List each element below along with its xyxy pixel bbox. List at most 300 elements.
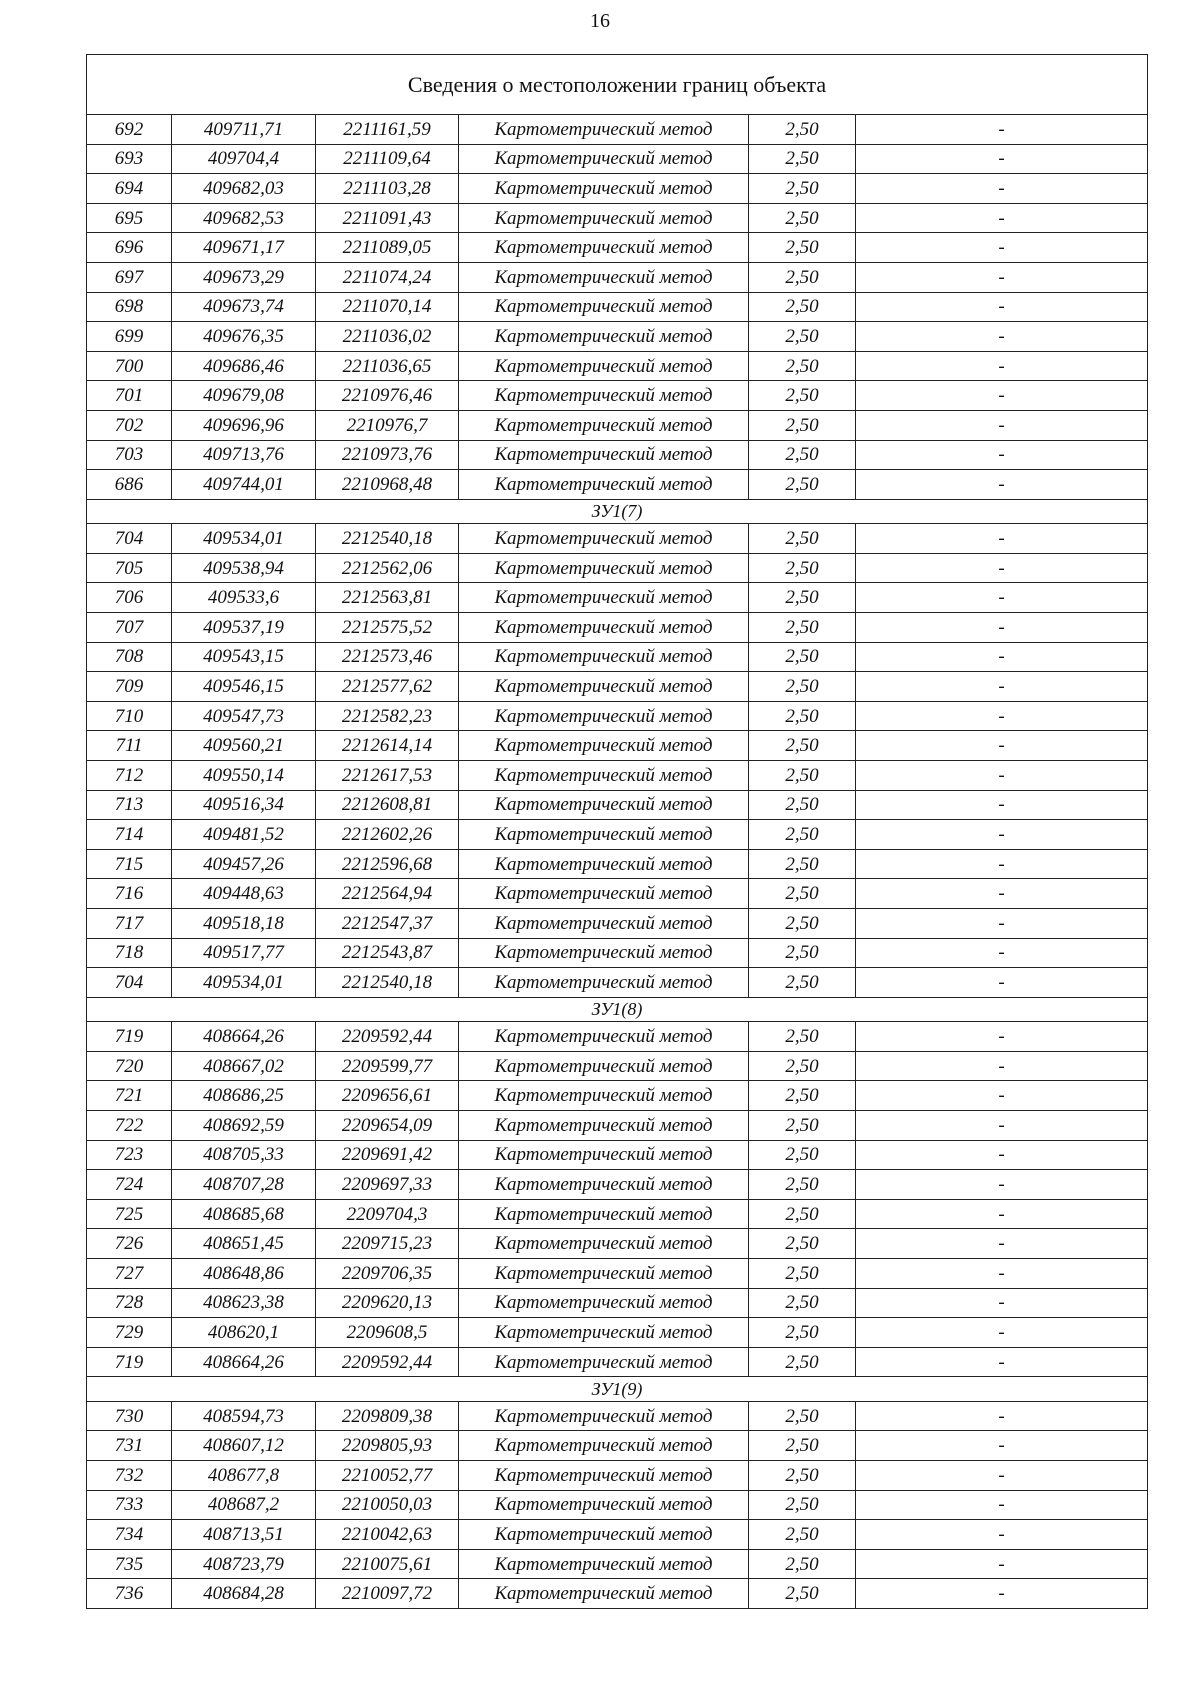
accuracy-cell: 2,50 (749, 820, 856, 850)
point-number-cell: 727 (87, 1258, 172, 1288)
method-cell: Картометрический метод (459, 1347, 749, 1377)
accuracy-cell: 2,50 (749, 1170, 856, 1200)
description-cell: - (856, 1170, 1148, 1200)
description-cell: - (856, 790, 1148, 820)
accuracy-cell: 2,50 (749, 849, 856, 879)
y-coordinate-cell: 2209704,3 (316, 1199, 459, 1229)
method-cell: Картометрический метод (459, 1490, 749, 1520)
table-row (87, 440, 1148, 470)
table-row (87, 524, 1148, 554)
description-cell: - (856, 1347, 1148, 1377)
method-cell: Картометрический метод (459, 731, 749, 761)
x-coordinate-cell: 409538,94 (172, 553, 316, 583)
table-row (87, 174, 1148, 204)
method-cell: Картометрический метод (459, 820, 749, 850)
table-body (87, 55, 1148, 1609)
method-cell: Картометрический метод (459, 233, 749, 263)
y-coordinate-cell: 2209809,38 (316, 1401, 459, 1431)
description-cell: - (856, 553, 1148, 583)
table-row (87, 849, 1148, 879)
accuracy-cell: 2,50 (749, 524, 856, 554)
description-cell: - (856, 1022, 1148, 1052)
table-row (87, 115, 1148, 145)
method-cell: Картометрический метод (459, 1229, 749, 1259)
description-cell: - (856, 849, 1148, 879)
accuracy-cell: 2,50 (749, 1549, 856, 1579)
x-coordinate-cell: 409673,74 (172, 292, 316, 322)
method-cell: Картометрический метод (459, 879, 749, 909)
accuracy-cell: 2,50 (749, 470, 856, 500)
table-row (87, 1170, 1148, 1200)
description-cell: - (856, 1258, 1148, 1288)
accuracy-cell: 2,50 (749, 203, 856, 233)
x-coordinate-cell: 409676,35 (172, 322, 316, 352)
x-coordinate-cell: 409537,19 (172, 613, 316, 643)
y-coordinate-cell: 2209592,44 (316, 1022, 459, 1052)
x-coordinate-cell: 408667,02 (172, 1051, 316, 1081)
y-coordinate-cell: 2212582,23 (316, 701, 459, 731)
y-coordinate-cell: 2211161,59 (316, 115, 459, 145)
accuracy-cell: 2,50 (749, 410, 856, 440)
y-coordinate-cell: 2210052,77 (316, 1461, 459, 1491)
accuracy-cell: 2,50 (749, 938, 856, 968)
method-cell: Картометрический метод (459, 1579, 749, 1609)
method-cell: Картометрический метод (459, 470, 749, 500)
x-coordinate-cell: 408664,26 (172, 1022, 316, 1052)
table-row (87, 701, 1148, 731)
method-cell: Картометрический метод (459, 583, 749, 613)
method-cell: Картометрический метод (459, 1140, 749, 1170)
x-coordinate-cell: 408692,59 (172, 1111, 316, 1141)
x-coordinate-cell: 408687,2 (172, 1490, 316, 1520)
point-number-cell: 724 (87, 1170, 172, 1200)
table-row (87, 1111, 1148, 1141)
description-cell: - (856, 1579, 1148, 1609)
accuracy-cell: 2,50 (749, 790, 856, 820)
point-number-cell: 722 (87, 1111, 172, 1141)
description-cell: - (856, 642, 1148, 672)
description-cell: - (856, 351, 1148, 381)
method-cell: Картометрический метод (459, 613, 749, 643)
point-number-cell: 716 (87, 879, 172, 909)
accuracy-cell: 2,50 (749, 968, 856, 998)
description-cell: - (856, 613, 1148, 643)
table-row (87, 790, 1148, 820)
table-row (87, 262, 1148, 292)
x-coordinate-cell: 409518,18 (172, 908, 316, 938)
point-number-cell: 710 (87, 701, 172, 731)
accuracy-cell: 2,50 (749, 262, 856, 292)
table-row (87, 938, 1148, 968)
table-row (87, 381, 1148, 411)
method-cell: Картометрический метод (459, 1431, 749, 1461)
point-number-cell: 720 (87, 1051, 172, 1081)
description-cell: - (856, 1318, 1148, 1348)
table-row (87, 292, 1148, 322)
point-number-cell: 697 (87, 262, 172, 292)
point-number-cell: 734 (87, 1520, 172, 1550)
y-coordinate-cell: 2209697,33 (316, 1170, 459, 1200)
table-row (87, 1022, 1148, 1052)
point-number-cell: 721 (87, 1081, 172, 1111)
y-coordinate-cell: 2212547,37 (316, 908, 459, 938)
point-number-cell: 731 (87, 1431, 172, 1461)
x-coordinate-cell: 408664,26 (172, 1347, 316, 1377)
method-cell: Картометрический метод (459, 144, 749, 174)
y-coordinate-cell: 2209715,23 (316, 1229, 459, 1259)
accuracy-cell: 2,50 (749, 1490, 856, 1520)
page-number: 16 (590, 10, 610, 32)
point-number-cell: 725 (87, 1199, 172, 1229)
x-coordinate-cell: 409516,34 (172, 790, 316, 820)
table-row (87, 731, 1148, 761)
method-cell: Картометрический метод (459, 968, 749, 998)
x-coordinate-cell: 409546,15 (172, 672, 316, 702)
description-cell: - (856, 203, 1148, 233)
y-coordinate-cell: 2212562,06 (316, 553, 459, 583)
accuracy-cell: 2,50 (749, 115, 856, 145)
accuracy-cell: 2,50 (749, 1051, 856, 1081)
point-number-cell: 701 (87, 381, 172, 411)
x-coordinate-cell: 409533,6 (172, 583, 316, 613)
point-number-cell: 698 (87, 292, 172, 322)
accuracy-cell: 2,50 (749, 351, 856, 381)
method-cell: Картометрический метод (459, 115, 749, 145)
point-number-cell: 719 (87, 1022, 172, 1052)
accuracy-cell: 2,50 (749, 701, 856, 731)
x-coordinate-cell: 409481,52 (172, 820, 316, 850)
y-coordinate-cell: 2209608,5 (316, 1318, 459, 1348)
point-number-cell: 700 (87, 351, 172, 381)
method-cell: Картометрический метод (459, 262, 749, 292)
y-coordinate-cell: 2211103,28 (316, 174, 459, 204)
method-cell: Картометрический метод (459, 1318, 749, 1348)
description-cell: - (856, 879, 1148, 909)
x-coordinate-cell: 408623,38 (172, 1288, 316, 1318)
table-row (87, 470, 1148, 500)
accuracy-cell: 2,50 (749, 879, 856, 909)
x-coordinate-cell: 408705,33 (172, 1140, 316, 1170)
description-cell: - (856, 1520, 1148, 1550)
y-coordinate-cell: 2210075,61 (316, 1549, 459, 1579)
x-coordinate-cell: 409560,21 (172, 731, 316, 761)
point-number-cell: 736 (87, 1579, 172, 1609)
method-cell: Картометрический метод (459, 1258, 749, 1288)
table-row (87, 820, 1148, 850)
method-cell: Картометрический метод (459, 381, 749, 411)
point-number-cell: 699 (87, 322, 172, 352)
point-number-cell: 703 (87, 440, 172, 470)
method-cell: Картометрический метод (459, 553, 749, 583)
y-coordinate-cell: 2212617,53 (316, 760, 459, 790)
description-cell: - (856, 938, 1148, 968)
y-coordinate-cell: 2212563,81 (316, 583, 459, 613)
table-row (87, 1140, 1148, 1170)
point-number-cell: 735 (87, 1549, 172, 1579)
table-row (87, 351, 1148, 381)
point-number-cell: 717 (87, 908, 172, 938)
description-cell: - (856, 322, 1148, 352)
accuracy-cell: 2,50 (749, 1318, 856, 1348)
y-coordinate-cell: 2209691,42 (316, 1140, 459, 1170)
y-coordinate-cell: 2209592,44 (316, 1347, 459, 1377)
accuracy-cell: 2,50 (749, 174, 856, 204)
x-coordinate-cell: 409448,63 (172, 879, 316, 909)
method-cell: Картометрический метод (459, 790, 749, 820)
point-number-cell: 713 (87, 790, 172, 820)
y-coordinate-cell: 2212608,81 (316, 790, 459, 820)
x-coordinate-cell: 409696,96 (172, 410, 316, 440)
method-cell: Картометрический метод (459, 440, 749, 470)
accuracy-cell: 2,50 (749, 292, 856, 322)
point-number-cell: 726 (87, 1229, 172, 1259)
method-cell: Картометрический метод (459, 938, 749, 968)
point-number-cell: 729 (87, 1318, 172, 1348)
x-coordinate-cell: 408685,68 (172, 1199, 316, 1229)
method-cell: Картометрический метод (459, 760, 749, 790)
y-coordinate-cell: 2211074,24 (316, 262, 459, 292)
x-coordinate-cell: 409457,26 (172, 849, 316, 879)
method-cell: Картометрический метод (459, 1288, 749, 1318)
table-row (87, 1288, 1148, 1318)
point-number-cell: 702 (87, 410, 172, 440)
point-number-cell: 692 (87, 115, 172, 145)
y-coordinate-cell: 2212602,26 (316, 820, 459, 850)
table-row (87, 1081, 1148, 1111)
accuracy-cell: 2,50 (749, 1347, 856, 1377)
y-coordinate-cell: 2209706,35 (316, 1258, 459, 1288)
table-row (87, 1549, 1148, 1579)
x-coordinate-cell: 409543,15 (172, 642, 316, 672)
description-cell: - (856, 1549, 1148, 1579)
accuracy-cell: 2,50 (749, 1081, 856, 1111)
accuracy-cell: 2,50 (749, 642, 856, 672)
description-cell: - (856, 440, 1148, 470)
description-cell: - (856, 968, 1148, 998)
table-row (87, 879, 1148, 909)
method-cell: Картометрический метод (459, 1081, 749, 1111)
group-label: ЗУ1(9) (87, 1377, 1148, 1402)
point-number-cell: 695 (87, 203, 172, 233)
table-row (87, 410, 1148, 440)
method-cell: Картометрический метод (459, 203, 749, 233)
x-coordinate-cell: 409517,77 (172, 938, 316, 968)
description-cell: - (856, 701, 1148, 731)
table-row (87, 1579, 1148, 1609)
accuracy-cell: 2,50 (749, 381, 856, 411)
table-row (87, 322, 1148, 352)
accuracy-cell: 2,50 (749, 1288, 856, 1318)
table-row (87, 553, 1148, 583)
x-coordinate-cell: 408723,79 (172, 1549, 316, 1579)
x-coordinate-cell: 409534,01 (172, 968, 316, 998)
table-row (87, 1318, 1148, 1348)
point-number-cell: 708 (87, 642, 172, 672)
description-cell: - (856, 144, 1148, 174)
x-coordinate-cell: 408651,45 (172, 1229, 316, 1259)
accuracy-cell: 2,50 (749, 1520, 856, 1550)
description-cell: - (856, 524, 1148, 554)
y-coordinate-cell: 2212573,46 (316, 642, 459, 672)
accuracy-cell: 2,50 (749, 553, 856, 583)
method-cell: Картометрический метод (459, 351, 749, 381)
x-coordinate-cell: 409550,14 (172, 760, 316, 790)
y-coordinate-cell: 2211091,43 (316, 203, 459, 233)
table-row (87, 1431, 1148, 1461)
description-cell: - (856, 1199, 1148, 1229)
point-number-cell: 733 (87, 1490, 172, 1520)
table-row (87, 1347, 1148, 1377)
accuracy-cell: 2,50 (749, 1431, 856, 1461)
point-number-cell: 686 (87, 470, 172, 500)
x-coordinate-cell: 409679,08 (172, 381, 316, 411)
description-cell: - (856, 1431, 1148, 1461)
y-coordinate-cell: 2212543,87 (316, 938, 459, 968)
x-coordinate-cell: 409686,46 (172, 351, 316, 381)
accuracy-cell: 2,50 (749, 672, 856, 702)
point-number-cell: 705 (87, 553, 172, 583)
table-row (87, 613, 1148, 643)
group-header-row (87, 1377, 1148, 1402)
point-number-cell: 718 (87, 938, 172, 968)
table-row (87, 583, 1148, 613)
table-row (87, 1258, 1148, 1288)
table-row (87, 1051, 1148, 1081)
description-cell: - (856, 470, 1148, 500)
x-coordinate-cell: 408677,8 (172, 1461, 316, 1491)
x-coordinate-cell: 408686,25 (172, 1081, 316, 1111)
y-coordinate-cell: 2210976,7 (316, 410, 459, 440)
method-cell: Картометрический метод (459, 524, 749, 554)
description-cell: - (856, 1081, 1148, 1111)
y-coordinate-cell: 2210968,48 (316, 470, 459, 500)
table-row (87, 203, 1148, 233)
table-row (87, 908, 1148, 938)
point-number-cell: 715 (87, 849, 172, 879)
accuracy-cell: 2,50 (749, 1140, 856, 1170)
y-coordinate-cell: 2212577,62 (316, 672, 459, 702)
method-cell: Картометрический метод (459, 1520, 749, 1550)
method-cell: Картометрический метод (459, 1401, 749, 1431)
x-coordinate-cell: 408684,28 (172, 1579, 316, 1609)
point-number-cell: 707 (87, 613, 172, 643)
accuracy-cell: 2,50 (749, 1579, 856, 1609)
point-number-cell: 723 (87, 1140, 172, 1170)
y-coordinate-cell: 2212575,52 (316, 613, 459, 643)
accuracy-cell: 2,50 (749, 1111, 856, 1141)
description-cell: - (856, 410, 1148, 440)
accuracy-cell: 2,50 (749, 1229, 856, 1259)
point-number-cell: 693 (87, 144, 172, 174)
y-coordinate-cell: 2210050,03 (316, 1490, 459, 1520)
point-number-cell: 719 (87, 1347, 172, 1377)
x-coordinate-cell: 409547,73 (172, 701, 316, 731)
description-cell: - (856, 583, 1148, 613)
accuracy-cell: 2,50 (749, 322, 856, 352)
method-cell: Картометрический метод (459, 1199, 749, 1229)
x-coordinate-cell: 409682,53 (172, 203, 316, 233)
method-cell: Картометрический метод (459, 410, 749, 440)
method-cell: Картометрический метод (459, 1111, 749, 1141)
accuracy-cell: 2,50 (749, 1022, 856, 1052)
point-number-cell: 709 (87, 672, 172, 702)
y-coordinate-cell: 2209656,61 (316, 1081, 459, 1111)
accuracy-cell: 2,50 (749, 1401, 856, 1431)
x-coordinate-cell: 409534,01 (172, 524, 316, 554)
description-cell: - (856, 262, 1148, 292)
y-coordinate-cell: 2209599,77 (316, 1051, 459, 1081)
method-cell: Картометрический метод (459, 1170, 749, 1200)
point-number-cell: 711 (87, 731, 172, 761)
description-cell: - (856, 1461, 1148, 1491)
description-cell: - (856, 731, 1148, 761)
table-row (87, 1401, 1148, 1431)
description-cell: - (856, 820, 1148, 850)
description-cell: - (856, 760, 1148, 790)
group-header-row (87, 499, 1148, 524)
y-coordinate-cell: 2210976,46 (316, 381, 459, 411)
method-cell: Картометрический метод (459, 174, 749, 204)
point-number-cell: 704 (87, 968, 172, 998)
point-number-cell: 712 (87, 760, 172, 790)
x-coordinate-cell: 409713,76 (172, 440, 316, 470)
y-coordinate-cell: 2210973,76 (316, 440, 459, 470)
table-row (87, 642, 1148, 672)
boundary-coordinates-table (86, 54, 1148, 1609)
y-coordinate-cell: 2212614,14 (316, 731, 459, 761)
description-cell: - (856, 1490, 1148, 1520)
description-cell: - (856, 1401, 1148, 1431)
x-coordinate-cell: 409744,01 (172, 470, 316, 500)
point-number-cell: 694 (87, 174, 172, 204)
x-coordinate-cell: 409673,29 (172, 262, 316, 292)
y-coordinate-cell: 2210097,72 (316, 1579, 459, 1609)
description-cell: - (856, 292, 1148, 322)
x-coordinate-cell: 408707,28 (172, 1170, 316, 1200)
table-title-row (87, 55, 1148, 115)
accuracy-cell: 2,50 (749, 613, 856, 643)
table-title: Сведения о местоположении границ объекта (87, 55, 1148, 115)
accuracy-cell: 2,50 (749, 583, 856, 613)
description-cell: - (856, 174, 1148, 204)
y-coordinate-cell: 2209654,09 (316, 1111, 459, 1141)
x-coordinate-cell: 408594,73 (172, 1401, 316, 1431)
accuracy-cell: 2,50 (749, 1199, 856, 1229)
table-row (87, 1461, 1148, 1491)
method-cell: Картометрический метод (459, 322, 749, 352)
point-number-cell: 730 (87, 1401, 172, 1431)
table-row (87, 672, 1148, 702)
y-coordinate-cell: 2211109,64 (316, 144, 459, 174)
y-coordinate-cell: 2211070,14 (316, 292, 459, 322)
table-row (87, 968, 1148, 998)
y-coordinate-cell: 2212596,68 (316, 849, 459, 879)
method-cell: Картометрический метод (459, 1022, 749, 1052)
method-cell: Картометрический метод (459, 908, 749, 938)
description-cell: - (856, 1229, 1148, 1259)
description-cell: - (856, 1051, 1148, 1081)
method-cell: Картометрический метод (459, 1549, 749, 1579)
point-number-cell: 696 (87, 233, 172, 263)
group-header-row (87, 997, 1148, 1022)
method-cell: Картометрический метод (459, 1051, 749, 1081)
x-coordinate-cell: 409682,03 (172, 174, 316, 204)
x-coordinate-cell: 408620,1 (172, 1318, 316, 1348)
description-cell: - (856, 381, 1148, 411)
y-coordinate-cell: 2212540,18 (316, 524, 459, 554)
y-coordinate-cell: 2212564,94 (316, 879, 459, 909)
point-number-cell: 704 (87, 524, 172, 554)
